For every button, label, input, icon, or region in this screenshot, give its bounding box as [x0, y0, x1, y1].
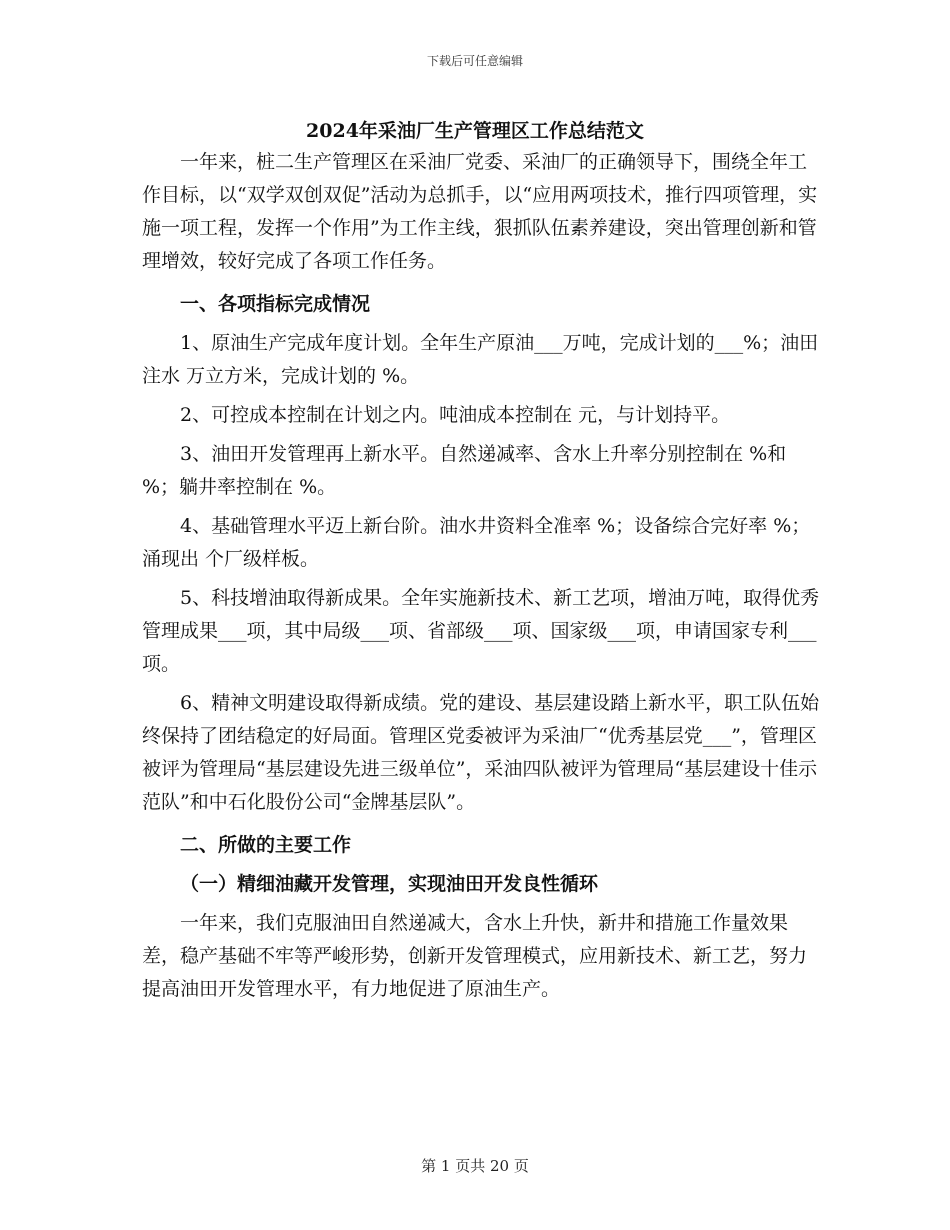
- section-heading-1: 一、各项指标完成情况: [180, 293, 371, 315]
- list-item: 5、科技增油取得新成果。全年实施新技术、新工艺项，增油万吨，取得优秀管理成果___项，其中局级___项、省部级___项、国家级___项，申请国家专利___项。: [142, 587, 820, 675]
- list-item: 3、油田开发管理再上新水平。自然递减率、含水上升率分别控制在 %和 %；躺井率控制在 %。: [142, 443, 787, 498]
- subsection-paragraph: 一年来，我们克服油田自然递减大，含水上升快，新井和措施工作量效果差，稳产基础不牢等严峻形势，创新开发管理模式，应用新技术、新工艺，努力提高油田开发管理水平，有力地促进了原油生产。: [142, 912, 808, 1000]
- list-item: 1、原油生产完成年度计划。全年生产原油___万吨，完成计划的___%；油田注水 万立方米，完成计划的 %。: [142, 332, 819, 387]
- subsection-heading-1: （一）精细油藏开发管理，实现油田开发良性循环: [180, 873, 599, 895]
- document-body: [142, 146, 822, 1012]
- header-note: 下载后可任意编辑: [426, 54, 523, 68]
- page-number-footer: 第 1 页共 20 页: [421, 1157, 529, 1175]
- list-item: 2、可控成本控制在计划之内。吨油成本控制在 元，与计划持平。: [180, 404, 731, 426]
- list-item: 6、精神文明建设取得新成绩。党的建设、基层建设踏上新水平，职工队伍始终保持了团结稳定的好局面。管理区党委被评为采油厂“优秀基层党___”，管理区被评为管理局“基层建设先进三级单位”，采油四队被评为管理局“基层建设十佳示范队”和中石化股份公司“金牌基层队”。: [142, 692, 820, 813]
- intro-paragraph: 一年来，桩二生产管理区在采油厂党委、采油厂的正确领导下，围绕全年工作目标，以“双学双创双促”活动为总抓手，以“应用两项技术，推行四项管理，实施一项工程，发挥一个作用”为工作主线，狠抓队伍素养建设，突出管理创新和管理增效，较好完成了各项工作任务。: [142, 151, 818, 272]
- list-item: 4、基础管理水平迈上新台阶。油水井资料全准率 %；设备综合完好率 %；涌现出 个厂级样板。: [142, 515, 811, 570]
- document-title: 2024年采油厂生产管理区工作总结范文: [306, 120, 644, 142]
- section-heading-2: 二、所做的主要工作: [180, 834, 352, 856]
